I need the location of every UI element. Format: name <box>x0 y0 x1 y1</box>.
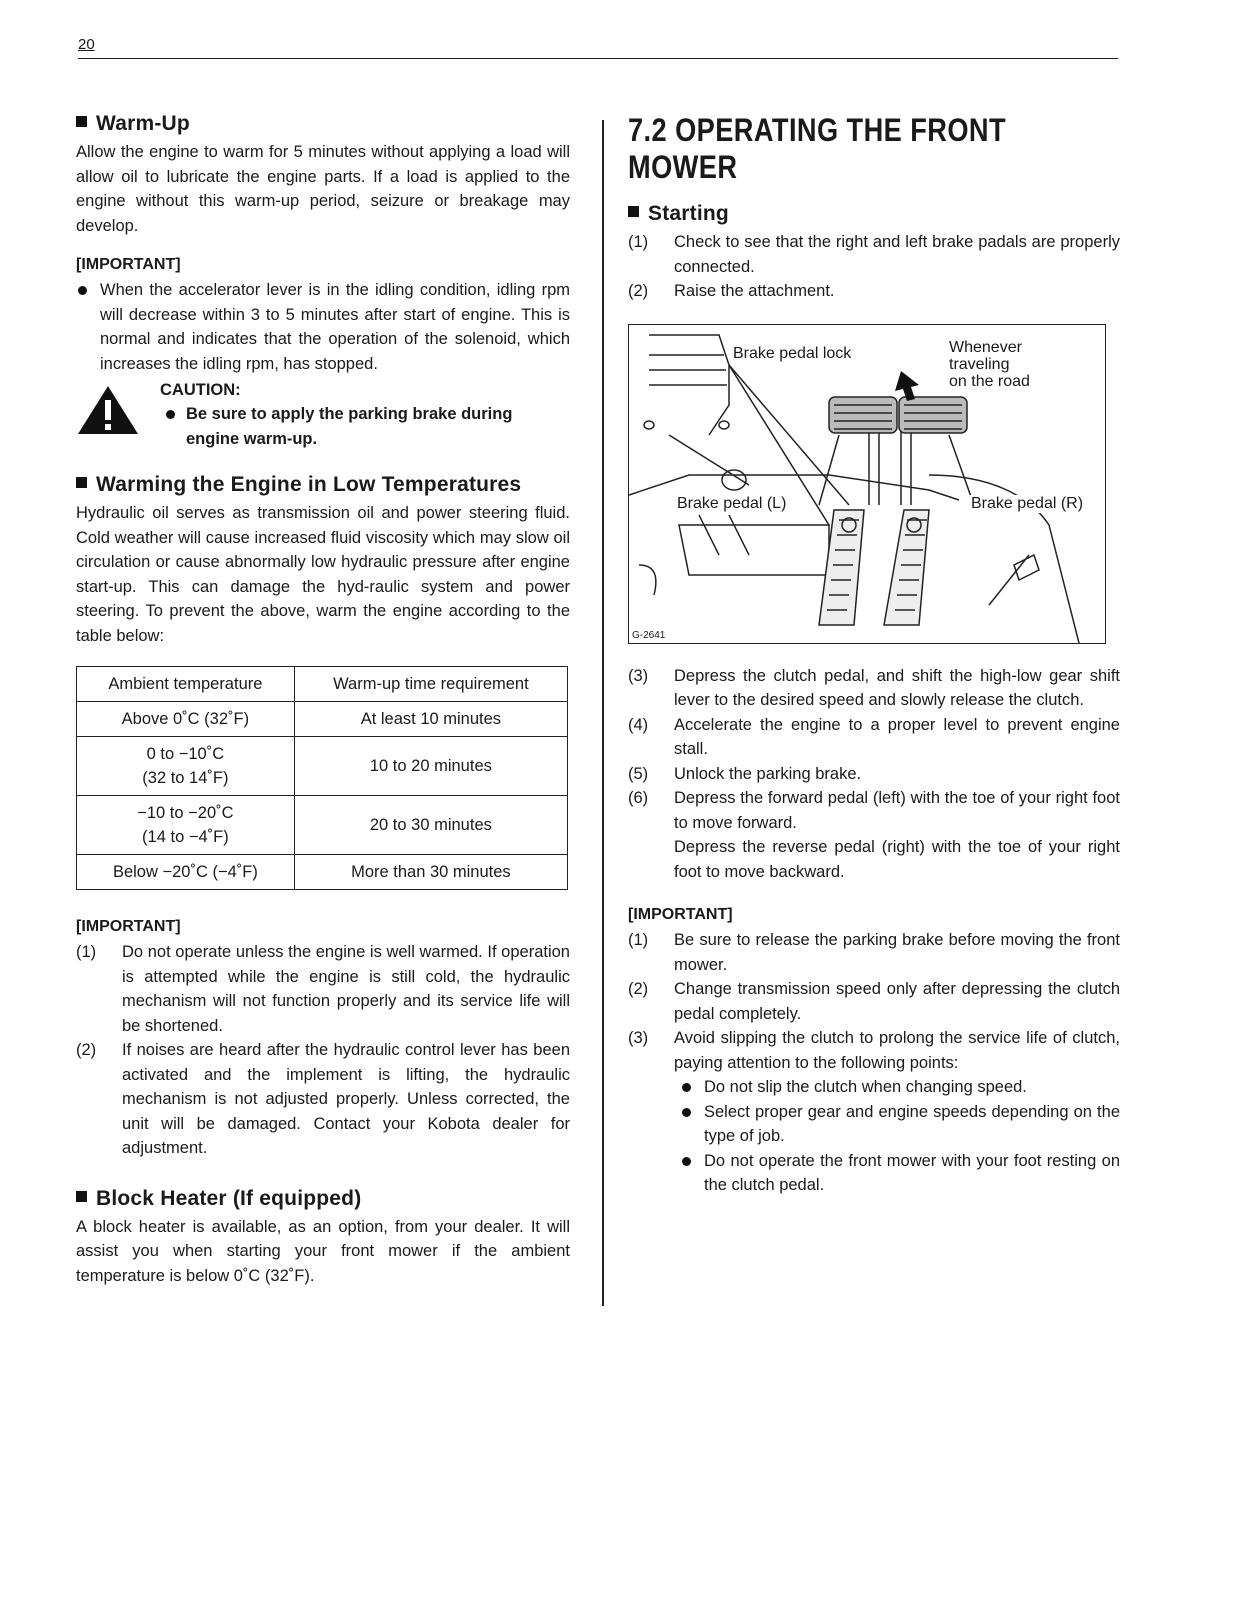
table-header-time: Warm-up time requirement <box>294 667 567 702</box>
page-number: 20 <box>78 36 95 53</box>
list-item: (2) If noises are heard after the hydraulic control lever has been activated and the implement is lifting, the hydraulic mechanism is not adjusted properly. Unless corrected, the unit will be damaged. Contact your Kobota dealer for adjustment. <box>76 1041 570 1157</box>
caution-box <box>76 378 570 451</box>
table-header-row <box>77 667 568 702</box>
table-row <box>77 702 568 737</box>
list-item: (6) Depress the forward pedal (left) with the toe of your right foot to move forward. Depress the reverse pedal (right) with the toe of your right foot to move backward. <box>628 789 1120 881</box>
important-numbered-list <box>76 940 570 1161</box>
block-heater-heading: Block Heater (If equipped) <box>76 1187 570 1211</box>
list-item: (2) Raise the attachment. <box>628 282 835 300</box>
warmup-table <box>76 666 568 890</box>
block-heater-section <box>76 1187 570 1289</box>
list-item: Select proper gear and engine speeds depending on the type of job. <box>676 1100 1120 1149</box>
list-item: Do not slip the clutch when changing speed. <box>676 1075 1120 1100</box>
table-cell-temp: 0 to −10˚C (32 to 14˚F) <box>77 737 295 796</box>
caution-bullet: Be sure to apply the parking brake during engine warm-up. <box>160 402 570 451</box>
low-temp-section <box>76 473 570 1161</box>
square-bullet-icon <box>76 477 87 488</box>
square-bullet-icon <box>76 1191 87 1202</box>
table-cell-temp: Below −20˚C (−4˚F) <box>77 855 295 890</box>
list-item: (3) Depress the clutch pedal, and shift the high-low gear shift lever to the desired speed and slowly release the clutch. <box>628 666 1120 709</box>
warning-triangle-icon <box>76 384 140 436</box>
list-item: (4) Accelerate the engine to a proper level to prevent engine stall. <box>628 715 1120 758</box>
left-column <box>76 112 570 1288</box>
important-list <box>76 278 570 376</box>
brake-pedal-illustration <box>629 325 1105 643</box>
warmup-body: Allow the engine to warm for 5 minutes without applying a load will allow oil to lubricate the engine parts. If a load is applied to the engine without this warm-up period, seizure or breakage may develop. <box>76 143 570 235</box>
starting-steps-list-continued <box>628 664 1120 885</box>
table-row <box>77 737 568 796</box>
clutch-points-list <box>676 1075 1120 1198</box>
square-bullet-icon <box>628 206 639 217</box>
important-label: [IMPORTANT] <box>628 906 733 923</box>
warmup-section <box>76 112 570 451</box>
square-bullet-icon <box>76 116 87 127</box>
table-cell-time: At least 10 minutes <box>294 702 567 737</box>
section-title: 7.2 OPERATING THE FRONT MOWER <box>628 112 1007 185</box>
page-header <box>78 36 1118 59</box>
list-item: (3) Avoid slipping the clutch to prolong the service life of clutch, paying attention to the following points: Do not slip the clutch when changing speed. Select proper gear and engine speeds depending on the type of job. Do not operate the front mower with your foot resting on the clutch pedal. <box>628 1026 1120 1198</box>
table-cell-temp: −10 to −20˚C (14 to −4˚F) <box>77 796 295 855</box>
low-temp-heading: Warming the Engine in Low Temperatures <box>76 473 570 497</box>
table-cell-time: 20 to 30 minutes <box>294 796 567 855</box>
table-row <box>77 855 568 890</box>
low-temp-body: Hydraulic oil serves as transmission oil and power steering fluid. Cold weather will cause increased fluid viscosity which may slow oil circulation or cause abnormally low hydraulic pressure after engine start-up. This can damage the hyd-raulic system and power steering. To prevent the above, warm the engine according to the table below: <box>76 504 570 645</box>
list-item: (1) Check to see that the right and left brake padals are properly connected. <box>628 233 1120 276</box>
list-item: (2) Change transmission speed only after depressing the clutch pedal completely. <box>628 980 1120 1023</box>
important-bullet: When the accelerator lever is in the idling condition, idling rpm will decrease within 3 to 5 minutes after start of engine. This is normal and indicates that the operation of the solenoid, which increases the idling rpm, has stopped. <box>76 278 570 376</box>
right-column <box>628 112 1120 1198</box>
figure-code: G-2641 <box>632 629 666 641</box>
important-label: [IMPORTANT] <box>76 256 181 273</box>
brake-pedal-diagram <box>628 324 1106 644</box>
label-brake-pedal-left: Brake pedal (L) <box>677 494 787 512</box>
block-heater-body: A block heater is available, as an option, from your dealer. It will assist you when starting your front mower if the ambient temperature is below 0˚C (32˚F). <box>76 1217 570 1285</box>
table-cell-time: More than 30 minutes <box>294 855 567 890</box>
table-cell-temp: Above 0˚C (32˚F) <box>77 702 295 737</box>
important-numbered-list <box>628 928 1120 1198</box>
column-divider <box>602 120 604 1306</box>
caution-title: CAUTION: <box>160 381 241 399</box>
starting-steps-list <box>628 230 1120 304</box>
table-cell-time: 10 to 20 minutes <box>294 737 567 796</box>
list-item: (1) Do not operate unless the engine is well warmed. If operation is attempted while the engine is still cold, the hydraulic mechanism will not function properly and its service life will be shortened. <box>76 943 570 1035</box>
list-item: (1) Be sure to release the parking brake before moving the front mower. <box>628 931 1120 974</box>
important-label: [IMPORTANT] <box>76 918 181 935</box>
table-header-temp: Ambient temperature <box>77 667 295 702</box>
table-row <box>77 796 568 855</box>
list-item: (5) Unlock the parking brake. <box>628 764 862 783</box>
label-whenever-traveling: Whenever traveling on the road <box>949 338 1030 390</box>
warmup-heading: Warm-Up <box>76 112 570 136</box>
label-brake-pedal-right: Brake pedal (R) <box>971 494 1084 512</box>
list-item: Do not operate the front mower with your foot resting on the clutch pedal. <box>676 1149 1120 1198</box>
label-brake-pedal-lock: Brake pedal lock <box>733 344 852 362</box>
starting-heading: Starting <box>628 202 1120 226</box>
